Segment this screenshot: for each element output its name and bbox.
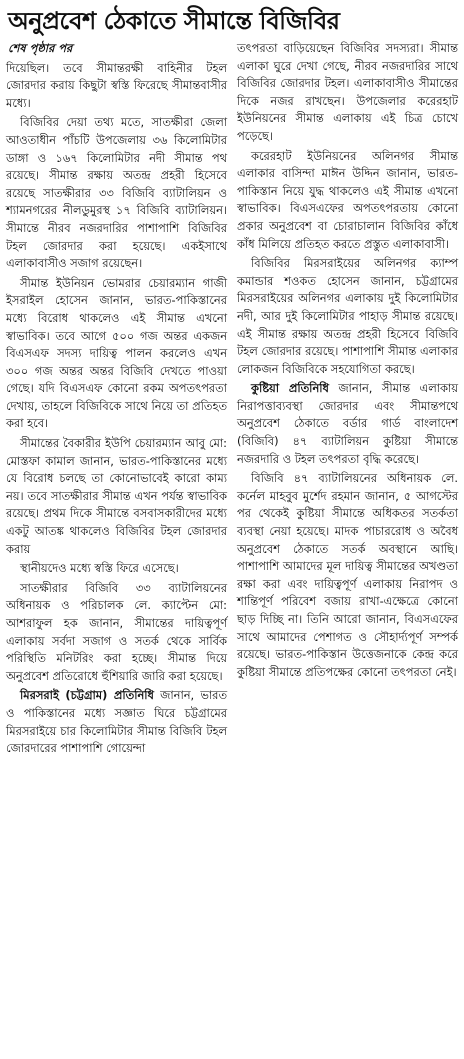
paragraph: সীমান্ত ইউনিয়ন ভোমরার চেয়ারম্যান গাজী ইসরাইল হোসেন জানান, ভারত-পাকিস্তানের মধ্যে বিরোধ থাকলেও এই সীমান্ত এখনো স্বাভাবিক। তবে আগে ৫০০ গজ অন্তর একজন বিএসএফ সদস্য দায়িত্ব পালন করলেও এখন ৩০০ গজ অন্তর অন্তর বিজিবি দেখতে পাওয়া গেছে। যদি বিএসএফ কোনো রকম অপতৎপরতা দেখায়, তাহলে বিজিবিকে সাথে নিয়ে তা প্রতিহত করা হবে।: [6, 275, 227, 431]
left-column: [6, 40, 227, 760]
continued-label: শেষ পৃষ্ঠার পর: [8, 41, 73, 55]
headline: অনুপ্রবেশ ঠেকাতে সীমান্তে বিজিবির: [8, 7, 340, 35]
paragraph: বিজিবি ৪৭ ব্যাটালিয়নের অধিনায়ক লে. কর্নেল মাহবুব মুর্শেদ রহমান জানান, ৫ আগস্টের পর থেকেই কুষ্টিয়া সীমান্তে অধিকতর সতর্কতা ব্যবস্থা নেয়া হয়েছে। মাদক পাচাররোধ ও অবৈধ অনুপ্রবেশ ঠেকাতে সতর্ক অবস্থানে আছি। পাশাপাশি আমাদের মূল দায়িত্ব সীমান্তের অখণ্ডতা রক্ষা করা এবং দায়িত্বপূর্ণ এলাকায় নিরাপদ ও শান্তিপূর্ণ পরিবেশ বজায় রাখা-এক্ষেত্রে কোনো ছাড় দিচ্ছি না। তিনি আরো জানান, বিএসএফের সাথে আমাদের পেশাগত ও সৌহার্দ্যপূর্ণ সম্পর্ক রয়েছে। ভারত-পাকিস্তান উত্তেজনাকে কেন্দ্র করে কুষ্টিয়া সীমান্তে প্রতিপক্ষের কোনো তৎপরতা নেই।: [237, 471, 458, 679]
paragraph: দিয়েছিল। তবে সীমান্তরক্ষী বাহিনীর টহল জোরদার করায় কিছুটা স্বস্তি ফিরেছে সীমান্তবাসীর মধ্যে।: [6, 60, 227, 110]
kushtia-lead: কুষ্টিয়া প্রতিনিধি: [251, 381, 329, 396]
mirsarai-text: জানান, ভারত ও পাকিস্তানের মধ্যে সজ্ঞাত ঘিরে চট্টগ্রামের মিরসরাইয়ে চার কিলোমিটার সীমান্ত বিজিবি টহল জোরদারের পাশাপাশি গোয়েন্দা: [6, 688, 227, 756]
kushtia-paragraph: [237, 380, 458, 468]
kushtia-text: জানান, সীমান্ত এলাকায় নিরাপত্তাব্যবস্থা জোরদার এবং সীমান্তপথে অনুপ্রবেশ ঠেকাতে বর্ডার গার্ড বাংলাদেশ (বিজিবি) ৪৭ ব্যাটালিয়ন কুষ্টিয়া সীমান্তে নজরদারি ও টহল তৎপরতা বৃদ্ধি করেছে।: [237, 381, 458, 466]
paragraph: সাতক্ষীরার বিজিবি ৩৩ ব্যাটালিয়নের অধিনায়ক ও পরিচালক লে. ক্যাপ্টেন মো: আশরাফুল হক জানান, সীমান্তের দায়িত্বপূর্ণ এলাকায় সর্বদা সজাগ ও সতর্ক থেকে সার্বিক পরিস্থিতি মনিটরিং করা হচ্ছে। সীমান্ত দিয়ে অনুপ্রবেশ প্রতিরোধে হুঁশিয়ারি জারি করা হয়েছে।: [6, 580, 227, 683]
paragraph: তৎপরতা বাড়িয়েছেন বিজিবির সদস্যরা। সীমান্ত এলাকা ঘুরে দেখা গেছে, নীরব নজরদারির সাথে বিজিবির জোরদার টহল। এলাকাবাসীও সীমান্তের দিকে নজর রাখছেন। উপজেলার করেরহাট ইউনিয়নের সীমান্ত এলাকায় এই চিত্র চোখে পড়েছে।: [237, 41, 458, 143]
right-column: [237, 40, 458, 760]
paragraph: বিজিবির দেয়া তথ্য মতে, সাতক্ষীরা জেলা আওতাধীন পাঁচটি উপজেলায় ৩৬ কিলোমিটার ডাঙ্গা ও ১৬৭ কিলোমিটার নদী সীমান্ত পথ রয়েছে। সীমান্ত রক্ষায় অতন্দ্র প্রহরী হিসেবে রয়েছে সাতক্ষীরার ৩৩ বিজিবি ব্যাটালিয়ন ও শ্যামনগরের নীলডুমুরস্থ ১৭ বিজিবি ব্যাটালিয়ন। সীমান্তে নীরব নজরদারির পাশাপাশি বিজিবির টহল জোরদার করা হয়েছে। একইসাথে এলাকাবাসীও সজাগ রয়েছেন।: [6, 115, 227, 271]
paragraph: বিজিবির মিরসরাইয়ের অলিনগর ক্যাম্প কমান্ডার শওকত হোসেন জানান, চট্টগ্রামের মিরসরাইয়ের অলিনগর এলাকায় দুই কিলোমিটার নদী, আর দুই কিলোমিটার পাহাড় সীমান্ত রয়েছে। এই সীমান্ত রক্ষায় অতন্দ্র প্রহরী হিসেবে বিজিবি টহল জোরদার রয়েছে। পাশাপাশি সীমান্ত এলাকার লোকজন বিজিবিকে সহযোগিতা করছে।: [237, 256, 458, 376]
mirsarai-paragraph: [6, 687, 227, 757]
paragraph: সীমান্তের বৈকারীর ইউপি চেয়ারম্যান আবু মো: মোস্তফা কামাল জানান, ভারত-পাকিস্তানের মধ্যে যে বিরোধ চলছে তা কোনোভাবেই কারো কাম্য নয়। তবে সাতক্ষীরার সীমান্ত এখন পর্যন্ত স্বাভাবিক রয়েছে। প্রথম দিকে সীমান্তে বসবাসকারীদের মধ্যে একটু আতঙ্ক থাকলেও বিজিবির টহল জোরদার করায়: [6, 436, 227, 556]
paragraph: করেরহাট ইউনিয়নের অলিনগর সীমান্ত এলাকার বাসিন্দা মাঈন উদ্দিন জানান, ভারত-পাকিস্তান নিয়ে যুদ্ধ থাকলেও এই সীমান্ত এখনো স্বাভাবিক। বিএসএফের অপতৎপরতায় কোনো প্রকার অনুপ্রবেশ বা চোরাচালান বিজিবির কাঁধে কাঁধ মিলিয়ে প্রতিহত করতে প্রস্তুত এলাকাবাসী।: [237, 148, 458, 251]
paragraph: স্থানীয়দেও মধ্যে স্বস্তি ফিরে এসেছে।: [20, 561, 179, 576]
article-columns: [6, 40, 458, 760]
mirsarai-lead: মিরসরাই (চট্টগ্রাম) প্রতিনিধি: [20, 688, 154, 703]
